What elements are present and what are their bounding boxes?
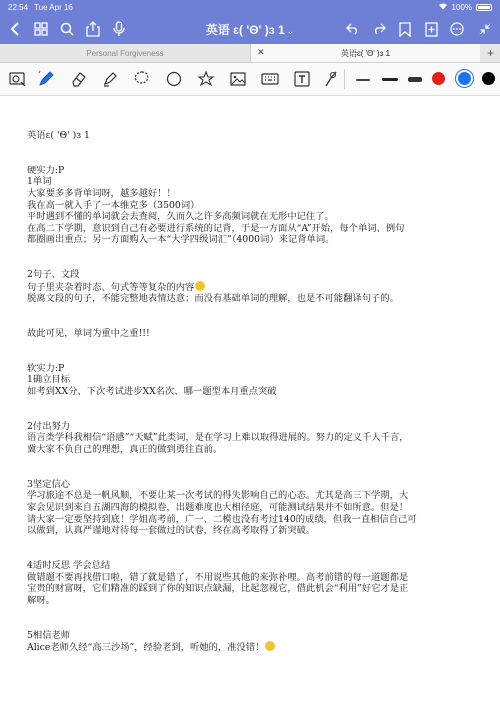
text-line: 脱离文段的句子，不能完整地表情达意；而没有基础单词的理解，也是不可能翻译句子的。 bbox=[27, 293, 399, 305]
laser-pointer-icon[interactable] bbox=[320, 69, 340, 89]
text-line: 冀大家不负自己的理想，真正的做到勇往直前。 bbox=[27, 444, 223, 456]
tab-label: 英语ɛ( 'Θ' )ɜ 1 bbox=[340, 48, 391, 58]
redo-button[interactable] bbox=[370, 20, 388, 38]
bookmark-icon bbox=[399, 22, 411, 37]
text-line: 请大家一定要坚持到底！学姐高考前，广一、二模也没有考过140的成绩，但我一直相信自己可 bbox=[27, 513, 417, 525]
more-icon bbox=[450, 22, 464, 36]
text-line: 如考到XX分、下次考试进步XX名次、哪一题型本月重点突破 bbox=[27, 386, 277, 398]
more-button[interactable] bbox=[448, 20, 466, 38]
chevron-down-icon: ⌄ bbox=[286, 26, 295, 36]
add-page-button[interactable] bbox=[422, 20, 440, 38]
blank-line bbox=[27, 317, 477, 329]
blank-line bbox=[27, 618, 477, 630]
textbox-icon[interactable] bbox=[292, 69, 312, 89]
text-line: 都圈画出重点；另一方面购入一本“大学四级词汇”（4000词）来记背单词。 bbox=[27, 234, 335, 246]
blank-line bbox=[27, 305, 477, 317]
bookmark-button[interactable] bbox=[396, 20, 414, 38]
redo-icon bbox=[372, 23, 386, 35]
color-swatch-blue[interactable] bbox=[458, 72, 471, 85]
lasso-select-icon[interactable] bbox=[8, 69, 28, 89]
text-line: 5相信老师 bbox=[27, 629, 71, 641]
blank-line bbox=[27, 537, 477, 549]
drawing-toolbar bbox=[0, 63, 500, 96]
collapse-button[interactable] bbox=[476, 20, 494, 38]
image-icon[interactable] bbox=[228, 69, 248, 89]
highlighter-icon[interactable] bbox=[100, 69, 120, 89]
close-tab-icon[interactable]: ✕ bbox=[257, 47, 265, 57]
eraser-icon[interactable] bbox=[68, 69, 88, 89]
nav-bar bbox=[0, 14, 500, 44]
page-title: 英语ɛ( 'Θ' )ɜ 1 bbox=[27, 130, 90, 141]
battery-icon bbox=[476, 4, 492, 11]
blank-line bbox=[27, 258, 477, 270]
stroke-thin-button[interactable] bbox=[356, 79, 370, 81]
keyboard-icon[interactable] bbox=[260, 69, 280, 89]
text-line: 在高二下学期，意识到自己有必要进行系统的记背，于是一方面从“A”开始，每个单词、例句 bbox=[27, 222, 405, 234]
tab-bar bbox=[0, 44, 500, 63]
blank-line bbox=[27, 351, 477, 363]
blank-line bbox=[27, 142, 477, 154]
document-title: 英语 ɛ( 'Θ' )ɜ 1 bbox=[205, 23, 285, 37]
text-line: 做错题不要再找借口啦，错了就是错了，不用说些其他的来弥补哩。高考前错的每一道题都是 bbox=[27, 571, 409, 583]
stroke-thick-button[interactable] bbox=[408, 77, 422, 82]
blank-line bbox=[27, 153, 477, 165]
text-line: 学习旅途不总是一帆风顺，不要让某一次考试的得失影响自己的心态。尤其是高三下学期，大 bbox=[27, 490, 409, 502]
blank-line bbox=[27, 456, 477, 468]
note-page[interactable] bbox=[27, 130, 477, 654]
blank-line bbox=[27, 246, 477, 258]
toolbar-divider bbox=[344, 69, 345, 89]
stroke-medium-button[interactable] bbox=[382, 78, 398, 81]
status-date: Tue Apr 16 bbox=[34, 2, 73, 12]
add-page-icon bbox=[425, 22, 438, 37]
text-line: 2付出努力 bbox=[27, 420, 71, 432]
color-swatch-black[interactable] bbox=[482, 72, 495, 85]
shape-lasso-icon[interactable] bbox=[132, 69, 152, 89]
blank-line bbox=[27, 467, 477, 479]
color-swatch-red[interactable] bbox=[432, 72, 445, 85]
smiley-emoji-icon bbox=[265, 641, 275, 651]
text-line: 语言类学科我相信“语感”“天赋”此类词，是在学习上难以取得进展的。努力的定义千人千言， bbox=[27, 432, 409, 444]
blank-line bbox=[27, 398, 477, 410]
tab-personal-forgiveness[interactable] bbox=[0, 44, 250, 62]
sticker-icon[interactable] bbox=[196, 69, 216, 89]
text-line: 大家要多多背单词呀，越多越好！！ bbox=[27, 187, 176, 199]
text-line: 故此可见，单词为重中之重!!! bbox=[27, 328, 150, 340]
text-line: 硬实力:P bbox=[27, 164, 65, 176]
text-line: 软实力:P bbox=[27, 362, 65, 374]
text-line: 句子里夹杂着时态、句式等等复杂的内容 bbox=[27, 281, 477, 294]
smiley-emoji-icon bbox=[195, 281, 205, 291]
new-tab-icon[interactable]: + bbox=[486, 46, 494, 60]
status-time: 22:54 bbox=[8, 2, 29, 12]
blank-line bbox=[27, 548, 477, 560]
text-line: 平时遇到不懂的单词就会去查阅，久而久之许多高频词就在无形中记住了。 bbox=[27, 211, 334, 223]
collapse-arrows-icon bbox=[479, 23, 491, 35]
undo-button[interactable] bbox=[344, 20, 362, 38]
text-line: 家会见识到来自五湖四海的模拟卷，出题难度也大相径庭，可能测试结果并不如所意。但是！ bbox=[27, 502, 409, 513]
blank-line bbox=[27, 340, 477, 352]
text-line: 我在高一就入手了一本维克多（3500词） bbox=[27, 199, 200, 211]
pen-icon[interactable] bbox=[36, 69, 56, 89]
battery-percent: 100% bbox=[451, 2, 472, 12]
tab-english-notes[interactable] bbox=[250, 44, 480, 62]
text-line: 3坚定信心 bbox=[27, 478, 71, 490]
text-line: 4适时反思 学会总结 bbox=[27, 559, 111, 571]
undo-icon bbox=[346, 23, 360, 35]
wifi-icon bbox=[438, 2, 448, 12]
text-line: 解呀。 bbox=[27, 594, 55, 606]
tab-label: Personal Forgiveness bbox=[86, 48, 164, 58]
status-bar bbox=[0, 0, 500, 14]
blank-line bbox=[27, 606, 477, 618]
blank-line bbox=[27, 409, 477, 421]
shapes-icon[interactable] bbox=[164, 69, 184, 89]
text-line: 宝贵的财富呀，它们精准的踩到了你的知识点缺漏，比起忽视它，借此机会“利用”好它才是正 bbox=[27, 583, 409, 595]
text-line: 以做到，认真严谨地对待每一套做过的试卷，终在高考取得了新突破。 bbox=[27, 525, 316, 537]
text-line: 1确立目标 bbox=[27, 374, 71, 386]
text-line: 2句子、文段 bbox=[27, 269, 80, 281]
text-line: 1单词 bbox=[27, 176, 52, 188]
text-line: Alice老师久经“高三沙场”，经验老到，听她的，准没错！ bbox=[27, 641, 477, 654]
